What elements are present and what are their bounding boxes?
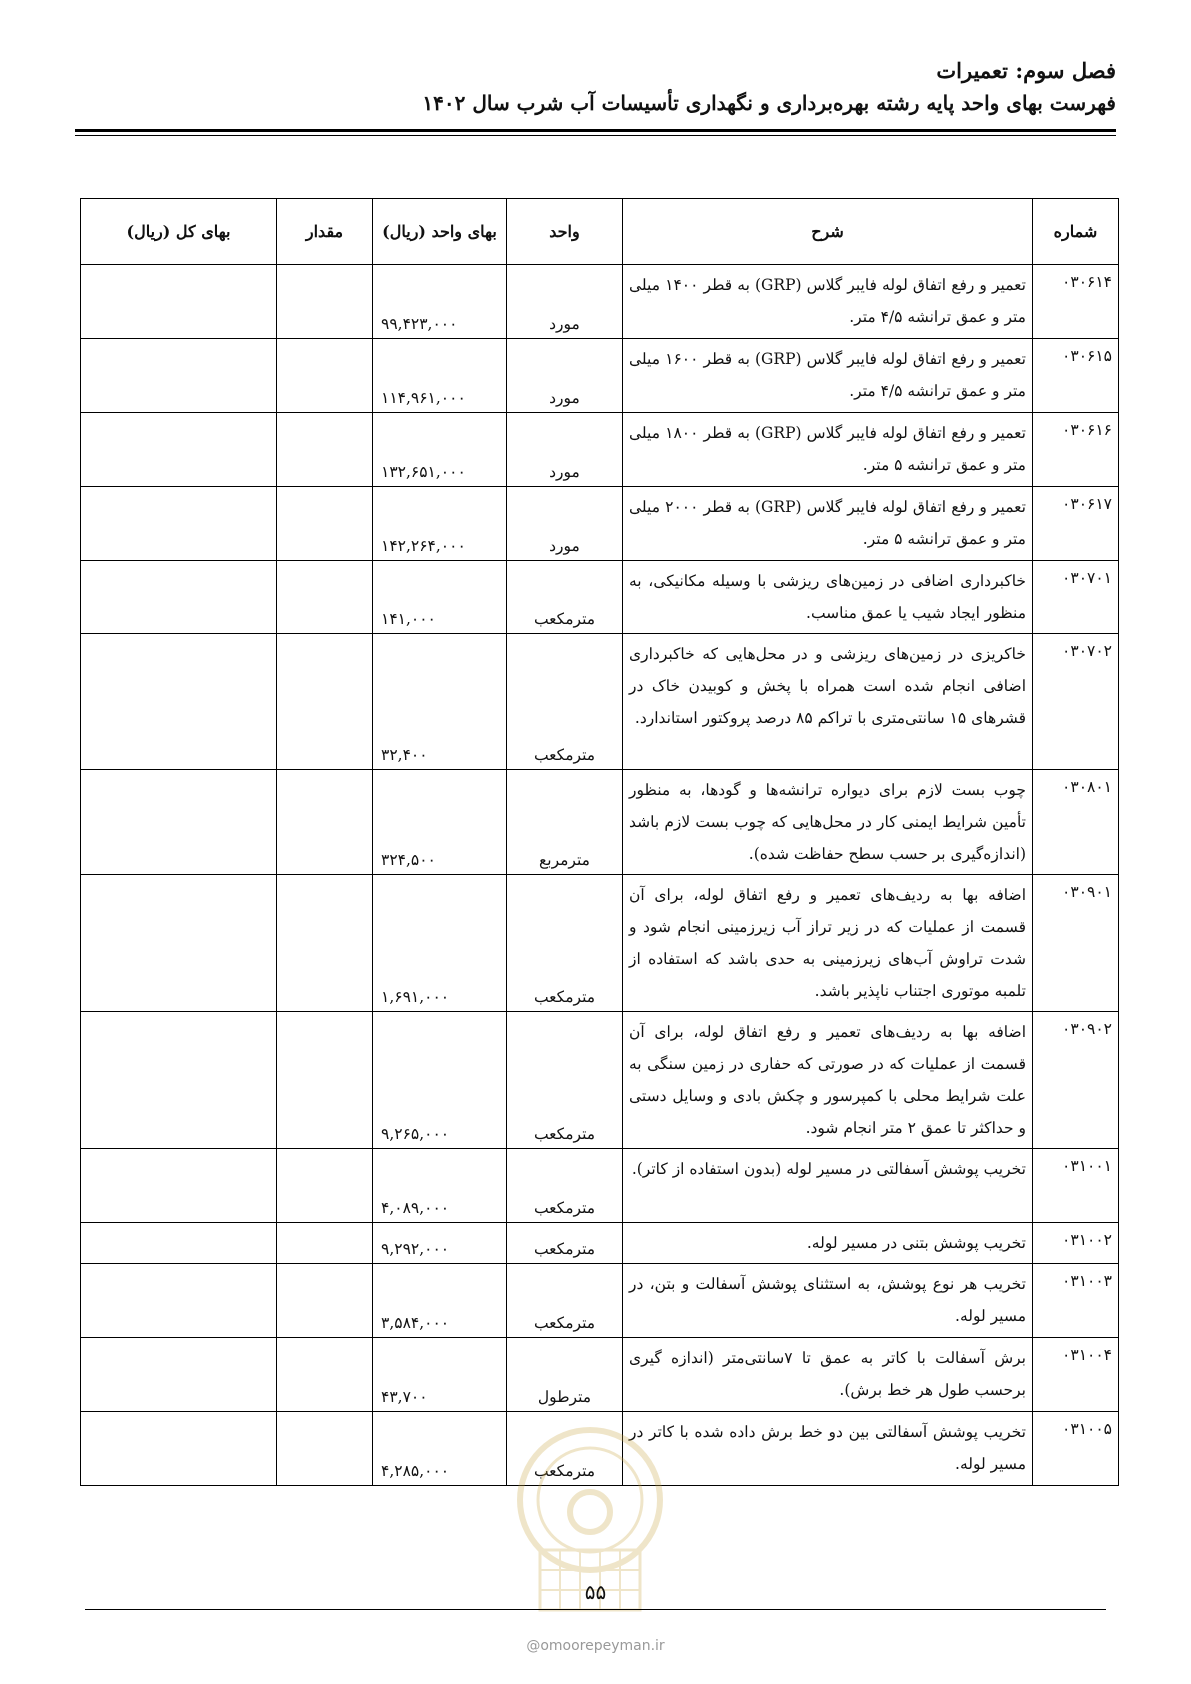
item-description: تخریب هر نوع پوشش، به استثنای پوشش آسفالت و بتن، در مسیر لوله. xyxy=(623,1264,1033,1338)
item-unit: مورد xyxy=(507,339,623,413)
item-code: ۰۳۱۰۰۱ xyxy=(1033,1149,1119,1223)
item-quantity xyxy=(277,1012,373,1149)
watermark-text: @omoorepeyman.ir xyxy=(526,1638,665,1654)
item-description: تعمیر و رفع اتفاق لوله فایبر گلاس (GRP) به قطر ۱۶۰۰ میلی متر و عمق ترانشه ۴/۵ متر. xyxy=(623,339,1033,413)
table-row xyxy=(81,1338,1119,1412)
column-header-unit: واحد xyxy=(507,199,623,265)
item-quantity xyxy=(277,561,373,634)
item-quantity xyxy=(277,770,373,875)
item-code: ۰۳۱۰۰۴ xyxy=(1033,1338,1119,1412)
item-unit-price: ۳,۵۸۴,۰۰۰ xyxy=(373,1264,507,1338)
item-quantity xyxy=(277,265,373,339)
item-quantity xyxy=(277,1338,373,1412)
item-total-price xyxy=(81,1223,277,1264)
price-list-table xyxy=(80,198,1119,1486)
item-description: تعمیر و رفع اتفاق لوله فایبر گلاس (GRP) به قطر ۱۴۰۰ میلی متر و عمق ترانشه ۴/۵ متر. xyxy=(623,265,1033,339)
table-header-row xyxy=(81,199,1119,265)
page-header xyxy=(75,56,1116,120)
item-quantity xyxy=(277,1264,373,1338)
item-unit-price: ۱۱۴,۹۶۱,۰۰۰ xyxy=(373,339,507,413)
table-row xyxy=(81,1149,1119,1223)
item-description: تعمیر و رفع اتفاق لوله فایبر گلاس (GRP) به قطر ۲۰۰۰ میلی متر و عمق ترانشه ۵ متر. xyxy=(623,487,1033,561)
item-unit-price: ۱۴۲,۲۶۴,۰۰۰ xyxy=(373,487,507,561)
item-code: ۰۳۰۹۰۱ xyxy=(1033,875,1119,1012)
item-unit: مترمکعب xyxy=(507,1223,623,1264)
header-rule-thin xyxy=(75,135,1116,136)
item-unit: مترمکعب xyxy=(507,634,623,770)
item-unit: مترمکعب xyxy=(507,875,623,1012)
item-unit: مترمکعب xyxy=(507,1264,623,1338)
column-header-description: شرح xyxy=(623,199,1033,265)
table-row xyxy=(81,413,1119,487)
item-unit: مترمکعب xyxy=(507,1149,623,1223)
item-quantity xyxy=(277,413,373,487)
item-code: ۰۳۰۶۱۷ xyxy=(1033,487,1119,561)
item-code: ۰۳۰۷۰۱ xyxy=(1033,561,1119,634)
item-code: ۰۳۰۷۰۲ xyxy=(1033,634,1119,770)
item-total-price xyxy=(81,1264,277,1338)
item-unit-price: ۱۴۱,۰۰۰ xyxy=(373,561,507,634)
item-unit: مترمکعب xyxy=(507,561,623,634)
item-description: تخریب پوشش بتنی در مسیر لوله. xyxy=(623,1223,1033,1264)
column-header-total-price: بهای کل (ریال) xyxy=(81,199,277,265)
table-row xyxy=(81,561,1119,634)
item-unit-price: ۹۹,۴۲۳,۰۰۰ xyxy=(373,265,507,339)
item-description: تخریب پوشش آسفالتی بین دو خط برش داده شده با کاتر در مسیر لوله. xyxy=(623,1412,1033,1486)
item-unit: مترمربع xyxy=(507,770,623,875)
item-unit-price: ۱۳۲,۶۵۱,۰۰۰ xyxy=(373,413,507,487)
item-quantity xyxy=(277,487,373,561)
item-unit-price: ۴۳,۷۰۰ xyxy=(373,1338,507,1412)
item-quantity xyxy=(277,1149,373,1223)
item-code: ۰۳۰۶۱۵ xyxy=(1033,339,1119,413)
item-total-price xyxy=(81,1149,277,1223)
page-number: ۵۵ xyxy=(584,1580,607,1604)
item-quantity xyxy=(277,1412,373,1486)
table-row xyxy=(81,339,1119,413)
item-description: چوب بست لازم برای دیواره ترانشه‌ها و گودها، به منظور تأمین شرایط ایمنی کار در محل‌هایی که چوب بست لازم باشد (اندازه‌گیری بر حسب سطح حفاظت شده). xyxy=(623,770,1033,875)
table-row xyxy=(81,770,1119,875)
table-row xyxy=(81,1012,1119,1149)
item-total-price xyxy=(81,487,277,561)
item-quantity xyxy=(277,634,373,770)
item-unit-price: ۹,۲۶۵,۰۰۰ xyxy=(373,1012,507,1149)
item-total-price xyxy=(81,634,277,770)
item-total-price xyxy=(81,1012,277,1149)
item-description: برش آسفالت با کاتر به عمق تا ۷سانتی‌متر (اندازه گیری برحسب طول هر خط برش). xyxy=(623,1338,1033,1412)
table-row xyxy=(81,634,1119,770)
item-total-price xyxy=(81,265,277,339)
item-total-price xyxy=(81,413,277,487)
item-unit-price: ۱,۶۹۱,۰۰۰ xyxy=(373,875,507,1012)
table-row xyxy=(81,1223,1119,1264)
item-code: ۰۳۱۰۰۵ xyxy=(1033,1412,1119,1486)
table-body xyxy=(81,265,1119,1486)
item-total-price xyxy=(81,339,277,413)
item-description: تعمیر و رفع اتفاق لوله فایبر گلاس (GRP) به قطر ۱۸۰۰ میلی متر و عمق ترانشه ۵ متر. xyxy=(623,413,1033,487)
item-total-price xyxy=(81,875,277,1012)
item-code: ۰۳۱۰۰۳ xyxy=(1033,1264,1119,1338)
item-total-price xyxy=(81,561,277,634)
item-unit: مترمکعب xyxy=(507,1412,623,1486)
item-unit-price: ۹,۲۹۲,۰۰۰ xyxy=(373,1223,507,1264)
item-description: اضافه بها به ردیف‌های تعمیر و رفع اتفاق لوله، برای آن قسمت از عملیات که در صورتی که حفاری در زمین سنگی به علت شرایط محلی با کمپرسور و چکش بادی و وسایل دستی و حداکثر تا عمق ۲ متر انجام شود. xyxy=(623,1012,1033,1149)
table-row xyxy=(81,487,1119,561)
document-subtitle: فهرست بهای واحد پایه رشته بهره‌برداری و نگهداری تأسیسات آب شرب سال ۱۴۰۲ xyxy=(422,91,1116,115)
item-quantity xyxy=(277,339,373,413)
table-row xyxy=(81,875,1119,1012)
item-description: تخریب پوشش آسفالتی در مسیر لوله (بدون استفاده از کاتر). xyxy=(623,1149,1033,1223)
footer-rule xyxy=(85,1609,1106,1610)
column-header-quantity: مقدار xyxy=(277,199,373,265)
item-quantity xyxy=(277,1223,373,1264)
item-unit: مورد xyxy=(507,265,623,339)
item-total-price xyxy=(81,1412,277,1486)
item-code: ۰۳۰۶۱۴ xyxy=(1033,265,1119,339)
item-unit-price: ۴,۰۸۹,۰۰۰ xyxy=(373,1149,507,1223)
item-total-price xyxy=(81,1338,277,1412)
item-code: ۰۳۰۹۰۲ xyxy=(1033,1012,1119,1149)
item-description: خاکبرداری اضافی در زمین‌های ریزشی با وسیله مکانیکی، به منظور ایجاد شیب یا عمق مناسب. xyxy=(623,561,1033,634)
header-rule-thick xyxy=(75,129,1116,132)
item-unit: مورد xyxy=(507,487,623,561)
column-header-unit-price: بهای واحد (ریال) xyxy=(373,199,507,265)
item-code: ۰۳۱۰۰۲ xyxy=(1033,1223,1119,1264)
chapter-title: فصل سوم: تعمیرات xyxy=(936,58,1116,83)
table-row xyxy=(81,265,1119,339)
table-row xyxy=(81,1412,1119,1486)
item-unit: مترمکعب xyxy=(507,1012,623,1149)
item-unit-price: ۳۲۴,۵۰۰ xyxy=(373,770,507,875)
item-unit: مترطول xyxy=(507,1338,623,1412)
item-code: ۰۳۰۸۰۱ xyxy=(1033,770,1119,875)
item-code: ۰۳۰۶۱۶ xyxy=(1033,413,1119,487)
item-unit-price: ۳۲,۴۰۰ xyxy=(373,634,507,770)
item-description: خاکریزی در زمین‌های ریزشی و در محل‌هایی که خاکبرداری اضافی انجام شده است همراه با پخش و کوبیدن خاک در قشرهای ۱۵ سانتی‌متری با تراکم ۸۵ درصد پروکتور استاندارد. xyxy=(623,634,1033,770)
item-quantity xyxy=(277,875,373,1012)
table-row xyxy=(81,1264,1119,1338)
item-description: اضافه بها به ردیف‌های تعمیر و رفع اتفاق لوله، برای آن قسمت از عملیات که در زیر تراز آب زیرزمینی انجام شود و شدت تراوش آب‌های زیرزمینی به حدی باشد که استفاده از تلمبه موتوری اجتناب ناپذیر باشد. xyxy=(623,875,1033,1012)
item-unit: مورد xyxy=(507,413,623,487)
column-header-code: شماره xyxy=(1033,199,1119,265)
item-total-price xyxy=(81,770,277,875)
item-unit-price: ۴,۲۸۵,۰۰۰ xyxy=(373,1412,507,1486)
